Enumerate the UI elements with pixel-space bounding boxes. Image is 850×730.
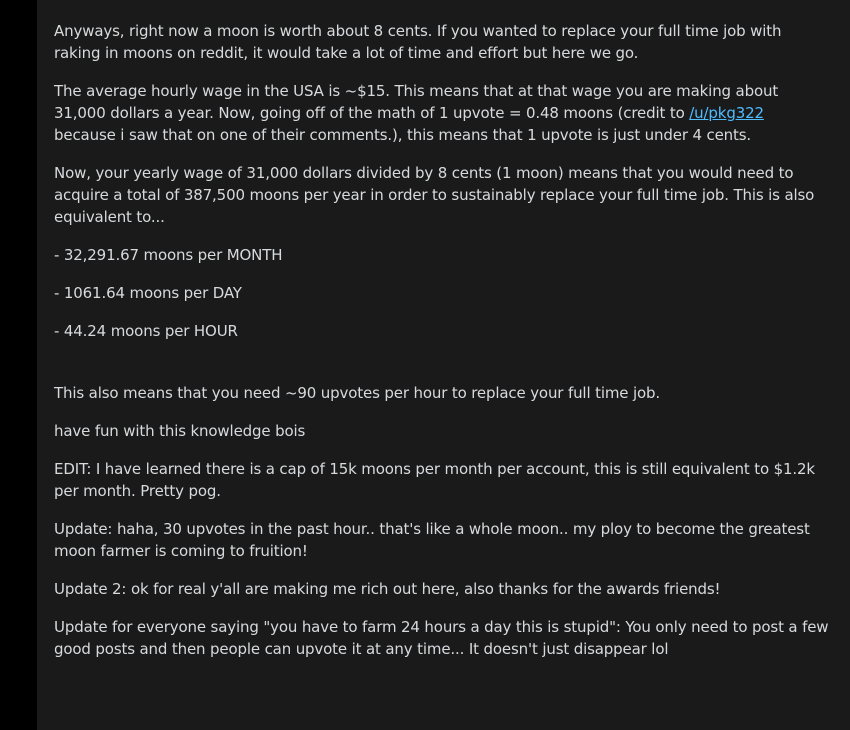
list-item-hour: - 44.24 moons per HOUR bbox=[54, 322, 238, 340]
paragraph-yearly-wage: Now, your yearly wage of 31,000 dollars divided by 8 cents (1 moon) means that you would need to acquire a total of 387,500 moons per year in order to sustainably replace your full time job. This is also equivalent to... bbox=[54, 164, 815, 226]
paragraph-edit: EDIT: I have learned there is a cap of 15k moons per month per account, this is still equivalent to $1.2k per month. Pretty pog. bbox=[54, 460, 815, 500]
list-item-month: - 32,291.67 moons per MONTH bbox=[54, 246, 283, 264]
paragraph-moon-value: Anyways, right now a moon is worth about 8 cents. If you wanted to replace your full time job with raking in moons on reddit, it would take a lot of time and effort but here we go. bbox=[54, 22, 782, 62]
paragraph-upvotes-needed: This also means that you need ~90 upvotes per hour to replace your full time job. bbox=[54, 384, 661, 402]
paragraph-update-3: Update for everyone saying "you have to farm 24 hours a day this is stupid": You only need to post a few good posts and then people can upvote it at any time... It doesn't just disappear lol bbox=[54, 618, 829, 658]
paragraph-hourly-wage-text-end: because i saw that on one of their comments.), this means that 1 upvote is just under 4 cents. bbox=[54, 126, 752, 144]
post-body bbox=[37, 0, 850, 730]
list-item-day: - 1061.64 moons per DAY bbox=[54, 284, 242, 302]
paragraph-update-2: Update 2: ok for real y'all are making me rich out here, also thanks for the awards friends! bbox=[54, 580, 721, 598]
paragraph-hourly-wage-text-start: The average hourly wage in the USA is ~$15. This means that at that wage you are making about 31,000 dollars a year. Now, going off of the math of 1 upvote = 0.48 moons (credit to bbox=[54, 82, 779, 122]
paragraph-hourly-wage bbox=[54, 80, 830, 146]
user-link-pkg322[interactable]: /u/pkg322 bbox=[689, 104, 764, 122]
paragraph-have-fun: have fun with this knowledge bois bbox=[54, 422, 306, 440]
paragraph-spacer bbox=[54, 358, 830, 382]
paragraph-update-1: Update: haha, 30 upvotes in the past hour.. that's like a whole moon.. my ploy to become the greatest moon farmer is coming to fruition! bbox=[54, 520, 810, 560]
